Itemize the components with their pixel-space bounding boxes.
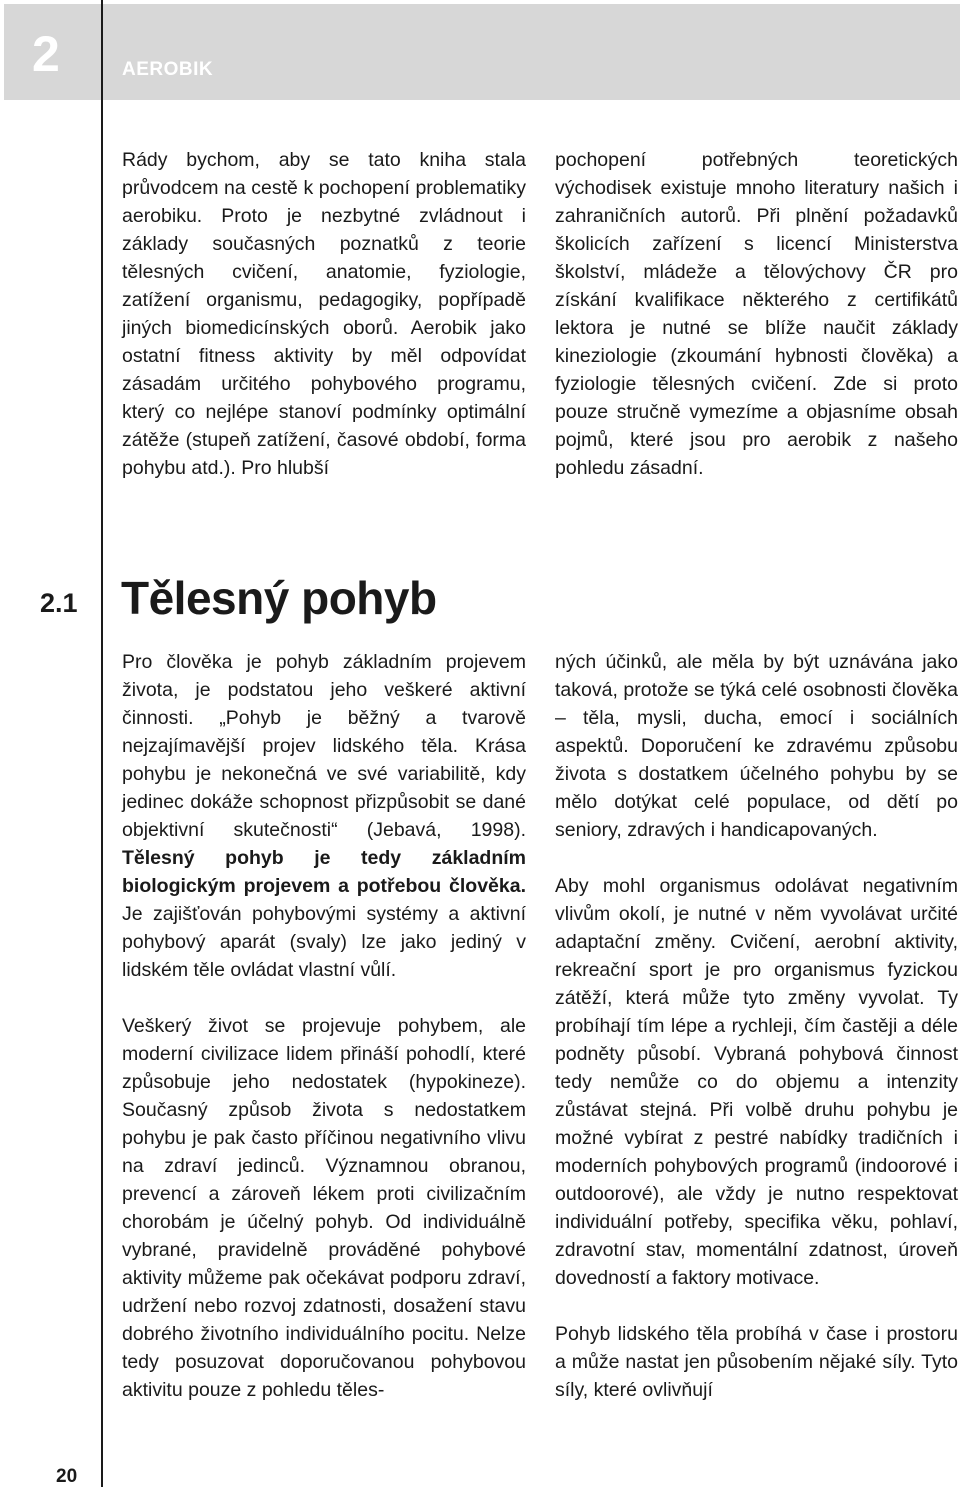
chapter-title: AEROBIK: [122, 59, 214, 80]
section-title: Tělesný pohyb: [121, 572, 437, 624]
intro-paragraph-right: pochopení potřebných teoretických východisek existuje mnoho literatury našich i zahraničních autorů. Při plnění požadavků školicích zařízení s licencí Ministerstva školství, mládeže a tělovýchovy ČR pro získání kvalifikace některého z certifikátů lektora je nutné se blíže naučit základy kineziologie (zkoumání hybnosti člověka) a fyziologie tělesných cvičení. Zde si proto pouze stručně vymezíme a objasníme obsah pojmů, které jsou pro aerobik z našeho pohledu zásadní.: [555, 149, 958, 479]
margin-rule: [101, 0, 103, 1487]
section-paragraph-5: Pohyb lidského těla probíhá v čase i prostoru a může nastat jen působením nějaké síly. Tyto síly, které ovlivňují: [555, 1323, 958, 1401]
paragraph-text: Je zajišťován pohybovými systémy a aktivní pohybový aparát (svaly) lze jako jediný v lidském těle ovládat vlastní vůlí.: [122, 903, 526, 981]
section-column-right: [555, 648, 958, 1404]
paragraph-text: Pro člověka je pohyb základním projevem života, je podstatou jeho veškeré aktivní činnosti. „Pohyb je běžný a tvarově nejzajímavější projev lidského těla. Krása pohybu je nekonečná ve své variabilitě, kdy jedinec dokáže schopnost přizpůsobit se dané objektivní skutečnosti“ (Jebavá, 1998).: [122, 651, 526, 841]
section-paragraph-2: Veškerý život se projevuje pohybem, ale moderní civilizace lidem přináší pohodlí, které způsobuje jeho nedostatek (hypokineze). Současný způsob života s nedostatkem pohybu je pak často příčinou negativního vlivu na zdraví jedinců. Významnou obranou, prevencí a zároveň lékem proti civilizačním chorobám je účelný pohyb. Od individuálně vybrané, pravidelně prováděné pohybové aktivity můžeme pak očekávat podporu zdraví, udržení nebo rozvoj zdatnosti, dosažení stavu dobrého životního individuálního pocitu. Nelze tedy posuzovat doporučovanou pohybovou aktivitu pouze z pohledu těles-: [122, 1015, 526, 1401]
section-column-left: [122, 648, 526, 1404]
section-paragraph-4: Aby mohl organismus odolávat negativním vlivům okolí, je nutné v něm vyvolávat určité adaptační změny. Cvičení, aerobní aktivity, rekreační sport je pro organismus fyzickou zátěží, která může tyto změny vyvolat. Ty probíhají tím lépe a rychleji, čím častěji a déle podněty působí. Vybraná pohybová činnost tedy nemůže co do objemu a intenzity zůstávat stejná. Při volbě druhu pohybu je možné vybírat z pestré nabídky tradičních i moderních pohybových programů (indoorové i outdoorové), ale vždy je nutno respektovat individuální potřeby, specifika věku, pohlaví, zdravotní stav, momentální zdatnost, úroveň dovedností a faktory motivace.: [555, 875, 958, 1289]
intro-column-left: [122, 146, 526, 482]
chapter-number-box: [4, 4, 101, 100]
intro-column-right: [555, 146, 958, 482]
chapter-header-bar: [103, 4, 960, 100]
section-number: 2.1: [40, 588, 78, 618]
chapter-number: 2: [32, 26, 60, 82]
section-paragraph-3: ných účinků, ale měla by být uznávána jako taková, protože se týká celé osobnosti člověka – těla, mysli, ducha, emocí i sociálních aspektů. Doporučení ke zdravému způsobu života s dostatkem účelného pohybu by se mělo dotýkat celé populace, od dětí po seniory, zdravých i handicapovaných.: [555, 651, 958, 841]
section-paragraph-1: [122, 648, 526, 984]
page-number: 20: [56, 1466, 78, 1487]
key-statement: Tělesný pohyb je tedy základním biologickým projevem a potřebou člověka.: [122, 847, 526, 897]
intro-paragraph-left: Rády bychom, aby se tato kniha stala průvodcem na cestě k pochopení problematiky aerobiku. Proto je nezbytné zvládnout i základy současných poznatků z teorie tělesných cvičení, anatomie, fyziologie, zatížení organismu, pedagogiky, popřípadě jiných biomedicínských oborů. Aerobik jako ostatní fitness aktivity by měl odpovídat zásadám určitého pohybového programu, který co nejlépe stanoví podmínky optimální zátěže (stupeň zatížení, časové období, forma pohybu atd.). Pro hlubší: [122, 149, 526, 479]
